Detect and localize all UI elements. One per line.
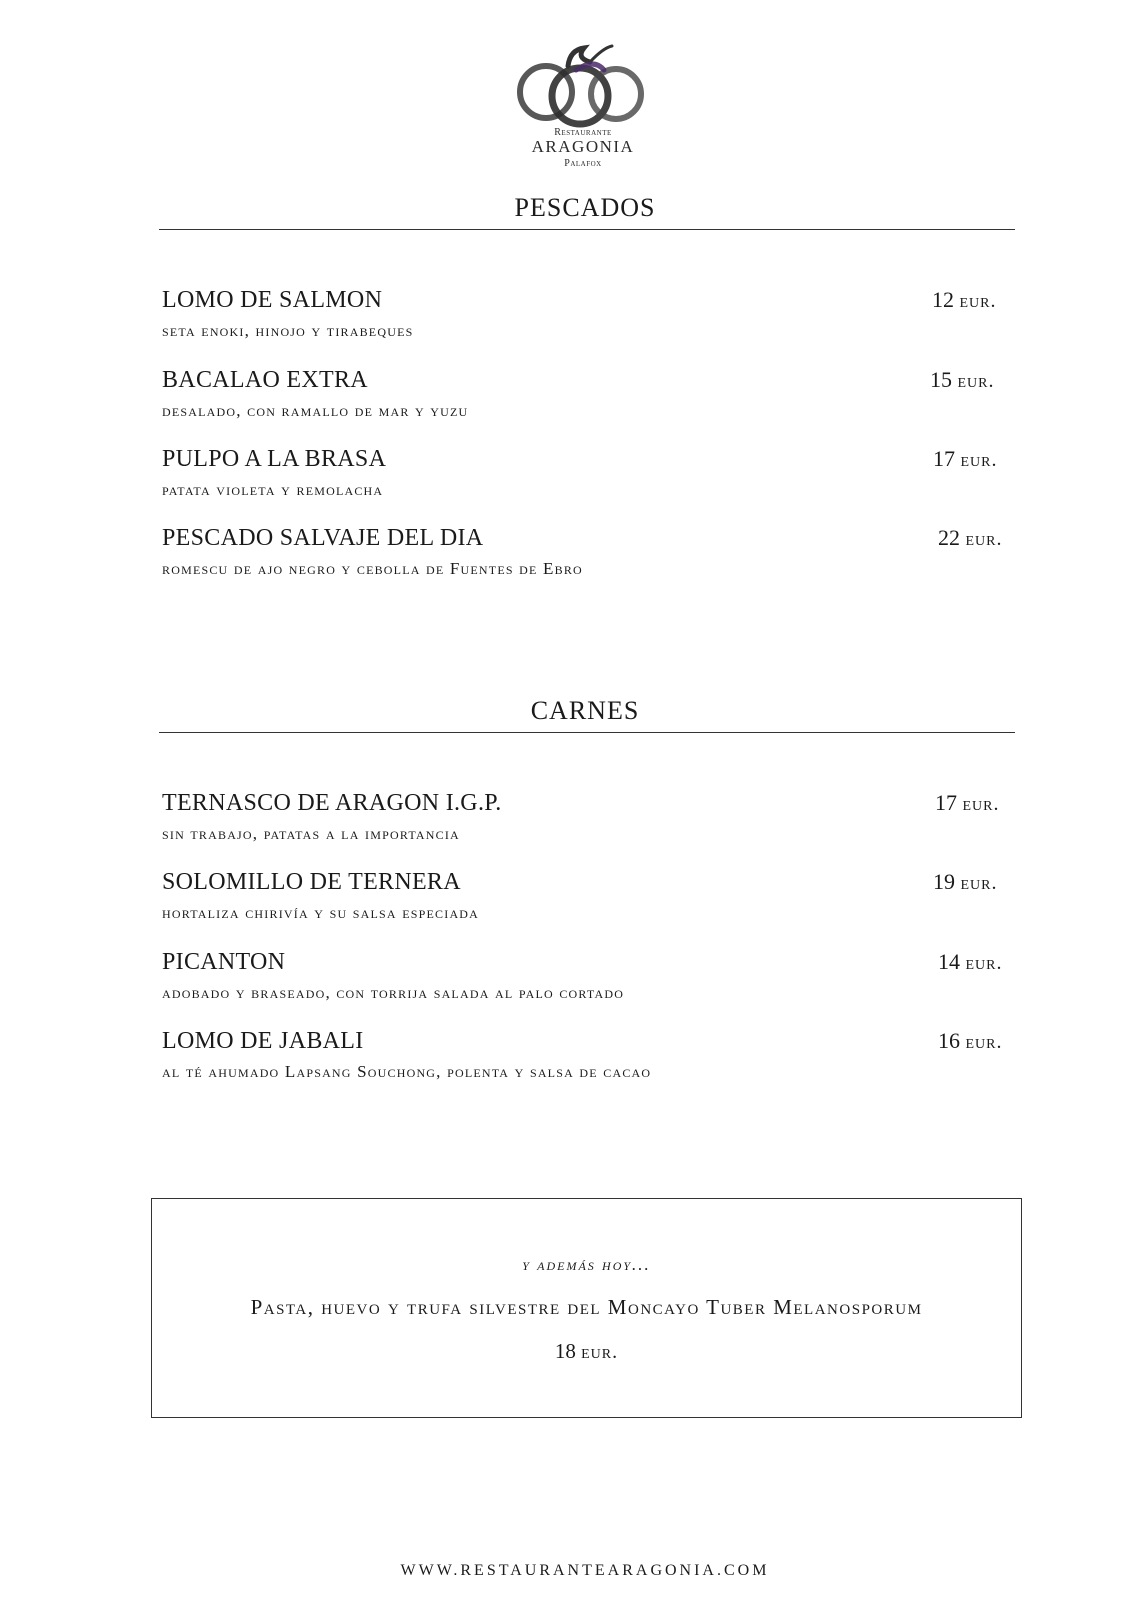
price-value: 14 <box>938 949 960 974</box>
section-title-pescados: PESCADOS <box>514 193 656 222</box>
logo-line-2: ARAGONIA <box>531 137 635 156</box>
menu-item <box>162 1028 1012 1094</box>
logo-line-1: Restaurante <box>554 127 612 138</box>
menu-item <box>162 367 1012 433</box>
price-unit: eur. <box>959 290 997 312</box>
item-name: PESCADO SALVAJE DEL DIA <box>162 525 484 551</box>
item-description: sin trabajo, patatas a la importancia <box>162 824 460 843</box>
item-name: LOMO DE SALMON <box>162 287 383 313</box>
price-unit: eur. <box>960 449 998 471</box>
item-description: romescu de ajo negro y cebolla de Fuentes de Ebro <box>162 559 583 578</box>
item-name: PULPO A LA BRASA <box>162 446 387 472</box>
item-description: al té ahumado Lapsang Souchong, polenta y salsa de cacao <box>162 1062 652 1081</box>
restaurant-logo <box>508 40 658 170</box>
item-price <box>935 790 1000 816</box>
section-divider <box>159 229 1015 230</box>
price-unit: eur. <box>965 1031 1003 1053</box>
item-description: hortaliza chirivía y su salsa especiada <box>162 903 480 922</box>
item-name: TERNASCO DE ARAGON I.G.P. <box>162 790 502 816</box>
item-price <box>933 446 998 472</box>
logo-line-3: Palafox <box>564 158 602 169</box>
item-price <box>938 525 1003 551</box>
item-price <box>930 367 995 393</box>
price-value: 17 <box>933 446 955 471</box>
daily-special-box <box>151 1198 1022 1418</box>
price-unit: eur. <box>965 952 1003 974</box>
item-price <box>933 869 998 895</box>
price-value: 15 <box>930 367 952 392</box>
item-price <box>932 287 997 313</box>
price-unit: eur. <box>581 1341 619 1363</box>
price-value: 16 <box>938 1028 960 1053</box>
price-value: 18 <box>554 1339 576 1363</box>
item-name: SOLOMILLO DE TERNERA <box>162 869 461 895</box>
item-price <box>938 1028 1003 1054</box>
logo-circles-icon <box>508 40 658 130</box>
menu-item <box>162 869 1012 935</box>
price-value: 19 <box>933 869 955 894</box>
price-unit: eur. <box>962 793 1000 815</box>
item-description: patata violeta y remolacha <box>162 480 384 499</box>
item-description: desalado, con ramallo de mar y yuzu <box>162 401 469 420</box>
menu-item <box>162 949 1012 1015</box>
item-description: adobado y braseado, con torrija salada al palo cortado <box>162 983 625 1002</box>
special-intro: y además hoy... <box>522 1255 651 1274</box>
menu-item <box>162 525 1012 591</box>
price-value: 22 <box>938 525 960 550</box>
menu-item <box>162 446 1012 512</box>
item-price <box>938 949 1003 975</box>
menu-item <box>162 790 1012 856</box>
menu-item <box>162 287 1012 353</box>
price-value: 12 <box>932 287 954 312</box>
item-name: LOMO DE JABALI <box>162 1028 364 1054</box>
item-description: seta enoki, hinojo y tirabeques <box>162 321 414 340</box>
special-name: Pasta, huevo y trufa silvestre del Moncayo Tuber Melanosporum <box>250 1295 923 1319</box>
price-unit: eur. <box>965 528 1003 550</box>
price-value: 17 <box>935 790 957 815</box>
section-divider <box>159 732 1015 733</box>
website-link[interactable]: WWW.RESTAURANTEARAGONIA.COM <box>400 1562 770 1579</box>
price-unit: eur. <box>960 872 998 894</box>
price-unit: eur. <box>957 370 995 392</box>
section-title-carnes: CARNES <box>530 696 640 725</box>
item-name: PICANTON <box>162 949 286 975</box>
item-name: BACALAO EXTRA <box>162 367 368 393</box>
special-price <box>152 1339 1021 1364</box>
